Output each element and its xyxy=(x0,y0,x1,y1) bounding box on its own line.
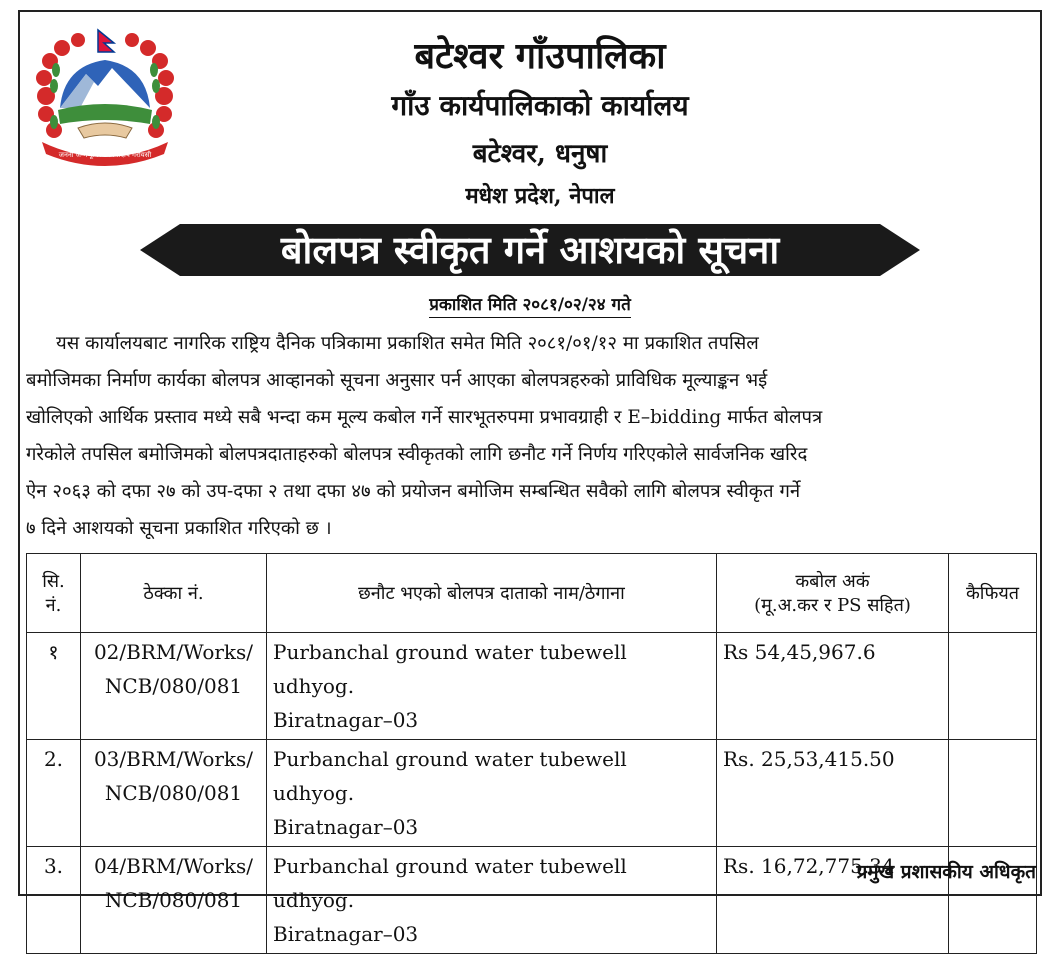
published-date-text: प्रकाशित मिति २०८१/०२/२४ गते xyxy=(429,295,631,318)
cell-remarks xyxy=(949,633,1037,740)
contract-no-line2: NCB/080/081 xyxy=(104,781,243,805)
header-amount-line2: (मू.अ.कर र PS सहित) xyxy=(754,595,911,616)
bidder-address: Biratnagar–03 xyxy=(273,922,419,946)
header-amount-line1: कबोल अकं xyxy=(795,571,870,592)
notice-body-line: ७ दिने आशयको सूचना प्रकाशित गरिएको छ । xyxy=(26,518,332,539)
header-amount xyxy=(717,554,949,633)
signatory-title: प्रमुख प्रशासकीय अधिकृत xyxy=(856,861,1036,883)
municipality-name: बटेश्वर गाँउपालिका xyxy=(414,35,666,77)
header-bidder: छनौट भएको बोलपत्र दाताको नाम/ठेगाना xyxy=(267,554,717,633)
cell-bidder xyxy=(267,740,717,847)
bidder-name: Purbanchal ground water tubewell udhyog. xyxy=(273,640,627,698)
cell-amount: Rs 54,45,967.6 xyxy=(717,633,949,740)
office-location: बटेश्वर, धनुषा xyxy=(472,139,608,169)
notice-body-line: यस कार्यालयबाट नागरिक राष्ट्रिय दैनिक पत्रिकामा प्रकाशित समेत मिति २०८१/०१/१२ मा प्रकाशित तपसिल xyxy=(56,333,759,354)
bidder-address: Biratnagar–03 xyxy=(273,708,419,732)
cell-remarks xyxy=(949,740,1037,847)
table-row xyxy=(27,633,1037,740)
published-date xyxy=(300,292,760,315)
nepal-emblem-icon xyxy=(24,26,186,168)
notice-body-line: खोलिएको आर्थिक प्रस्ताव मध्ये सबै भन्दा कम मूल्य कबोल गर्ने सारभूतरुपमा प्रभावग्राही र E–bidding मार्फत बोलपत्र xyxy=(26,407,823,428)
contract-no-line2: NCB/080/081 xyxy=(104,888,243,912)
bidder-name: Purbanchal ground water tubewell udhyog. xyxy=(273,854,627,912)
cell-amount: Rs. 16,72,775.34 xyxy=(717,847,949,954)
emblem-motto: जननी जन्मभूमिश्च स्वर्गादपि गरीयसी xyxy=(58,151,152,159)
cell-sn: १ xyxy=(27,633,81,740)
selected-bidders-table xyxy=(26,553,1037,954)
office-name: गाँउ कार्यपालिकाको कार्यालय xyxy=(391,89,689,122)
notice-body-line: ऐन २०६३ को दफा २७ को उप-दफा २ तथा दफा ४७ को प्रयोजन बमोजिम सम्बन्धित सवैको लागि बोलपत्र स्वीकृत गर्ने xyxy=(26,481,801,502)
bidder-name: Purbanchal ground water tubewell udhyog. xyxy=(273,747,627,805)
bidder-address: Biratnagar–03 xyxy=(273,815,419,839)
notice-body-line: बमोजिमका निर्माण कार्यका बोलपत्र आव्हानको सूचना अनुसार पर्न आएका बोलपत्रहरुको प्राविधिक मूल्याङ्कन भई xyxy=(26,370,768,391)
province-country: मधेश प्रदेश, नेपाल xyxy=(465,183,615,209)
notice-title: बोलपत्र स्वीकृत गर्ने आशयको सूचना xyxy=(280,227,780,272)
cell-contract-no xyxy=(81,847,267,954)
table-row xyxy=(27,740,1037,847)
contract-no-line1: 04/BRM/Works/ xyxy=(93,854,254,878)
contract-no-line2: NCB/080/081 xyxy=(104,674,243,698)
header-contract-no: ठेक्का नं. xyxy=(81,554,267,633)
cell-bidder xyxy=(267,847,717,954)
notice-title-banner xyxy=(140,218,920,282)
cell-contract-no xyxy=(81,633,267,740)
contract-no-line1: 02/BRM/Works/ xyxy=(93,640,254,664)
header-sn: सि. नं. xyxy=(27,554,81,633)
header-remarks: कैफियत xyxy=(949,554,1037,633)
table-header-row xyxy=(27,554,1037,633)
notice-body-line: गरेकोले तपसिल बमोजिमको बोलपत्रदाताहरुको बोलपत्र स्वीकृतको लागि छनौट गर्ने निर्णय गरिएकोले सार्वजनिक खरिद xyxy=(26,444,808,465)
cell-sn: 2. xyxy=(27,740,81,847)
cell-sn: 3. xyxy=(27,847,81,954)
cell-amount: Rs. 25,53,415.50 xyxy=(717,740,949,847)
cell-bidder xyxy=(267,633,717,740)
contract-no-line1: 03/BRM/Works/ xyxy=(93,747,254,771)
cell-contract-no xyxy=(81,740,267,847)
